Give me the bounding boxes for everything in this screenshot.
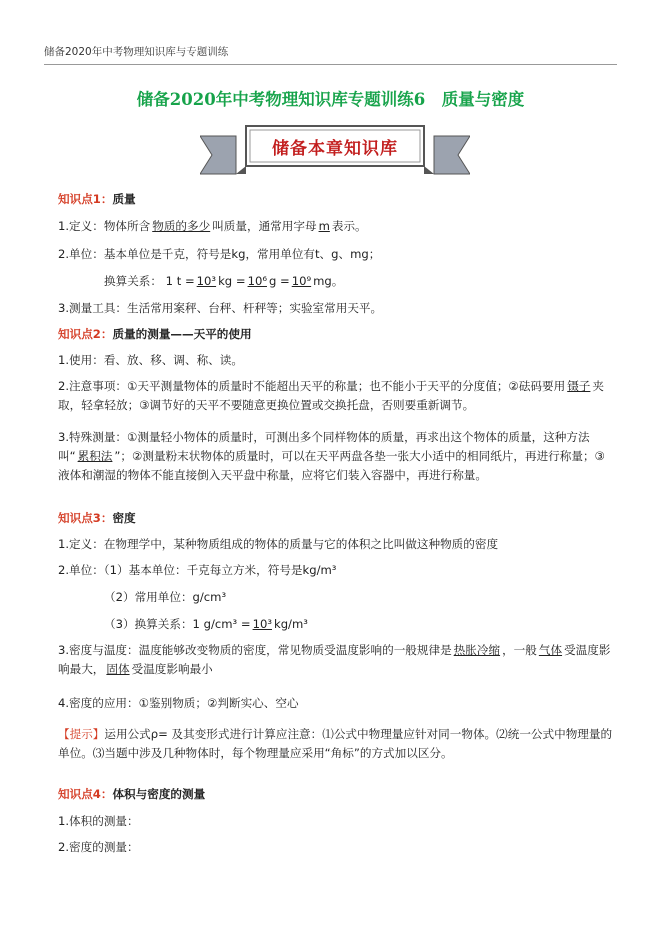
kp2-heading [58, 327, 615, 342]
kp1-heading [58, 192, 615, 207]
running-header: 储备2020年中考物理知识库与专题训练 [44, 46, 229, 58]
blank-answer: 热胀冷缩 [453, 643, 501, 657]
header-rule [44, 64, 617, 65]
kp3-unit-common: （2）常用单位：g/cm³ [104, 590, 227, 604]
blank-answer: 10⁹ [291, 274, 312, 288]
blank-answer: 固体 [106, 662, 130, 676]
kp4-density: 2.密度的测量： [58, 840, 139, 854]
blank-answer: m [318, 219, 330, 233]
blank-answer: 气体 [538, 643, 563, 657]
hint-label: 【提示】 [58, 727, 105, 741]
kp4-heading [58, 787, 615, 802]
kp3-unit-conversion: （3）换算关系：1 g/cm³ = 10³ kg/m³ [104, 617, 308, 631]
kp3-application: 4.密度的应用：①鉴别物质；②判断实心、空心 [58, 696, 299, 710]
blank-answer: 10⁶ [247, 274, 267, 288]
blank-answer: 10³ [196, 274, 217, 288]
chapter-banner [200, 122, 470, 180]
kp3-unit-base: 2.单位：（1）基本单位：千克每立方米，符号是kg/m³ [58, 563, 337, 577]
hint-block [58, 725, 615, 763]
kp2-use: 1.使用：看、放、移、调、称、读。 [58, 353, 243, 367]
kp4-volume: 1.体积的测量： [58, 814, 139, 828]
kp3-label: 知识点3： [58, 511, 113, 525]
kp2-notes: 2.注意事项：①天平测量物体的质量时不能超出天平的称量；也不能小于天平的分度值；②砝码要用 镊子 夹取，轻拿轻放；③调节好的天平不要随意更换位置或交换托盘，否则要重新调节。 [58, 379, 605, 412]
kp1-label: 知识点1： [58, 192, 113, 206]
kp2-title: 质量的测量——天平的使用 [112, 327, 252, 341]
kp3-title: 密度 [112, 511, 136, 525]
kp4-title: 体积与密度的测量 [112, 787, 206, 801]
kp3-definition: 1.定义：在物理学中，某种物质组成的物体的质量与它的体积之比叫做这种物质的密度 [58, 537, 499, 551]
page-title: 储备2020年中考物理知识库专题训练6 质量与密度 [136, 90, 525, 109]
kp4-label: 知识点4： [58, 787, 113, 801]
kp2-label: 知识点2： [58, 327, 113, 341]
banner-text: 储备本章知识库 [272, 139, 398, 159]
blank-answer: 镊子 [567, 379, 591, 393]
kp1-definition: 1.定义：物体所含 物质的多少 叫质量，通常用字母 m 表示。 [58, 219, 367, 233]
blank-answer: 10³ [252, 617, 272, 631]
kp1-tool: 3.测量工具：生活常用案秤、台秤、杆秤等；实验室常用天平。 [58, 301, 383, 315]
hint-text: 运用公式ρ= 及其变形式进行计算应注意：⑴公式中物理量应针对同一物体。⑵统一公式中物理量的单位。⑶当题中涉及几种物体时，每个物理量应采用“角标”的方式加以区分。 [58, 727, 613, 760]
kp3-temperature: 3.密度与温度：温度能够改变物质的密度，常见物质受温度影响的一般规律是 热胀冷缩 ，一般 气体 受温度影响最大， 固体 受温度影响最小 [58, 643, 611, 676]
blank-answer: 物质的多少 [152, 219, 211, 233]
kp1-title: 质量 [112, 192, 136, 206]
blank-answer: 累积法 [77, 449, 113, 463]
kp1-unit: 2.单位：基本单位是千克，符号是kg，常用单位有t、g、mg； [58, 247, 381, 261]
kp3-heading [58, 511, 615, 526]
kp1-conversion: 换算关系： 1 t = 10³ kg = 10⁶ g = 10⁹ mg。 [104, 274, 344, 288]
kp2-special: 3.特殊测量：①测量轻小物体的质量时，可测出多个同样物体的质量，再求出这个物体的质量，这种方法叫“ 累积法 ”；②测量粉末状物体的质量时，可以在天平两盘各垫一张大小适中的相同纸片，再进行称量；③液体和潮湿的物体不能直接倒入天平盘中称量，应将它们装入容器中，再进行称量。 [58, 430, 605, 482]
